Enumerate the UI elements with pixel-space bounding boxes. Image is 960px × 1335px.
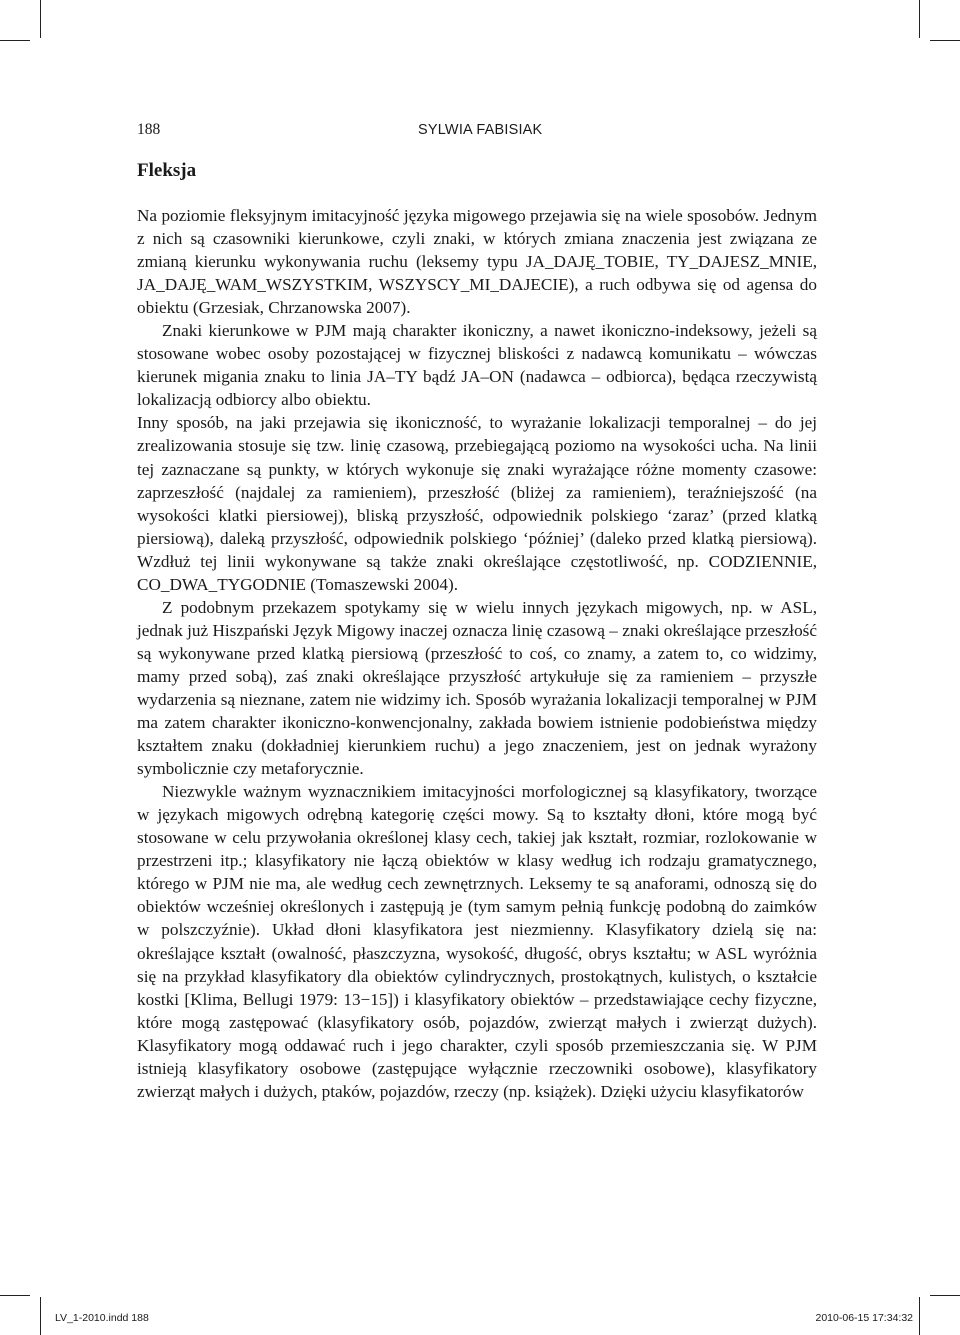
- paragraph: Inny sposób, na jaki przejawia się ikoniczność, to wyrażanie lokalizacji temporalnej – do jej zrealizowania stosuje się tzw. linię czasową, przebiegającą poziomo na wysokości ucha. Na linii tej zaznaczane są punkty, w których wykonuje się znaki wyrażające różne momenty czasowe: zaprzeszłość (najdalej za ramieniem), przeszłość (bliżej za ramieniem), teraźniejszość (na wysokości klatki piersiowej), bliską przyszłość, odpowiednik polskiego ‘zaraz’ (przed klatką piersiową), daleką przyszłość, odpowiednik polskiego ‘później’ (daleko przed klatką piersiową). Wzdłuż tej linii wykonywane są także znaki określające częstotliwość, np. CODZIENNIE, CO_DWA_TYGODNIE (Tomaszewski 2004).: [137, 413, 817, 594]
- crop-mark: [40, 0, 41, 38]
- print-timestamp: 2010-06-15 17:34:32: [815, 1312, 913, 1324]
- paragraph: Znaki kierunkowe w PJM mają charakter ikoniczny, a nawet ikoniczno-indeksowy, jeżeli są stosowane wobec osoby pozostającej w fizycznej bliskości z nadawcą komunikatu – wówczas kierunek migania znaku to linia JA–TY bądź JA–ON (nadawca – odbiorca), będąca rzeczywistą lokalizacją odbiorcy albo obiektu.: [137, 321, 817, 410]
- paragraph: Niezwykle ważnym wyznacznikiem imitacyjności morfologicznej są klasyfikatory, tworzące w językach migowych odrębną kategorię części mowy. Są to kształty dłoni, które mogą być stosowane w celu przywołania określonej klasy cech, takiej jak kształt, rozmiar, rozlokowanie w przestrzeni itp.; klasyfikatory nie łączą obiektów w klasy według ich rodzaju gramatycznego, którego w PJM nie ma, ale według cech zewnętrznych. Leksemy te są anaforami, odnoszą się do obiektów wcześniej określonych i zastępują je (tym samym pełnią funkcję podobną do zaimków w polszczyźnie). Układ dłoni klasyfikatora jest niezmienny. Klasyfikatory dzielą się na: określające kształt (owalność, płaszczyzna, wysokość, długość, obrys kształtu; w ASL wyróżnia się na przykład klasyfikatory dla obiektów cylindrycznych, prostokątnych, kulistych, o kształcie kostki [Klima, Bellugi 1979: 13−15]) i klasyfikatory obiektów – przedstawiające cechy fizyczne, które mogą zastępować (klasyfikatory osób, pojazdów, zwierząt małych i zwierząt dużych). Klasyfikatory mogą oddawać ruch i jego charakter, czyli sposób przemieszczania się. W PJM istnieją klasyfikatory osobowe (zastępujące wyłącznie rzeczowniki osobowe), klasyfikatory zwierząt małych i dużych, ptaków, pojazdów, rzeczy (np. książek). Dzięki użyciu klasyfikatorów: [137, 782, 817, 1101]
- running-head: [137, 119, 817, 141]
- print-slug: [55, 1309, 913, 1327]
- section-title: Fleksja: [137, 160, 197, 181]
- crop-mark: [919, 0, 920, 38]
- crop-mark: [0, 40, 30, 41]
- page-number: 188: [137, 121, 161, 138]
- crop-mark: [919, 1297, 920, 1335]
- paragraph: Na poziomie fleksyjnym imitacyjność języka migowego przejawia się na wiele sposobów. Jednym z nich są czasowniki kierunkowe, czyli znaki, w których zmiana znaczenia jest związana ze zmianą kierunku wykonywania ruchu (leksemy typu JA_DAJĘ_TOBIE, TY_DAJESZ_MNIE, JA_DAJĘ_WAM_WSZYSTKIM, WSZYSCY_MI_DAJECIE), a ruch odbywa się od agensa do obiektu (Grzesiak, Chrzanowska 2007).: [137, 206, 817, 318]
- file-name: LV_1-2010.indd 188: [55, 1312, 149, 1324]
- crop-mark: [930, 1295, 960, 1296]
- crop-mark: [930, 40, 960, 41]
- paragraph: Z podobnym przekazem spotykamy się w wielu innych językach migowych, np. w ASL, jednak już Hiszpański Język Migowy inaczej oznacza linię czasową – znaki określające przeszłość są wykonywane przed klatką piersiową (przeszłość to coś, co znamy, a zatem to, co widzimy, mamy przed sobą), zaś znaki określające przyszłość artykułuje się za ramieniem – przyszłe wydarzenia są nieznane, zatem nie widzimy ich. Sposób wyrażania lokalizacji temporalnej w PJM ma zatem charakter ikoniczno-konwencjonalny, zakłada bowiem istnienie podobieństwa między kształtem znaku (dokładniej kierunkiem ruchu) a jego znaczeniem, jest on jednak wyrażony symbolicznie czy metaforycznie.: [137, 597, 817, 779]
- crop-mark: [40, 1297, 41, 1335]
- body-text: [137, 204, 817, 1103]
- running-title: SYLWIA FABISIAK: [418, 122, 543, 138]
- crop-mark: [0, 1295, 30, 1296]
